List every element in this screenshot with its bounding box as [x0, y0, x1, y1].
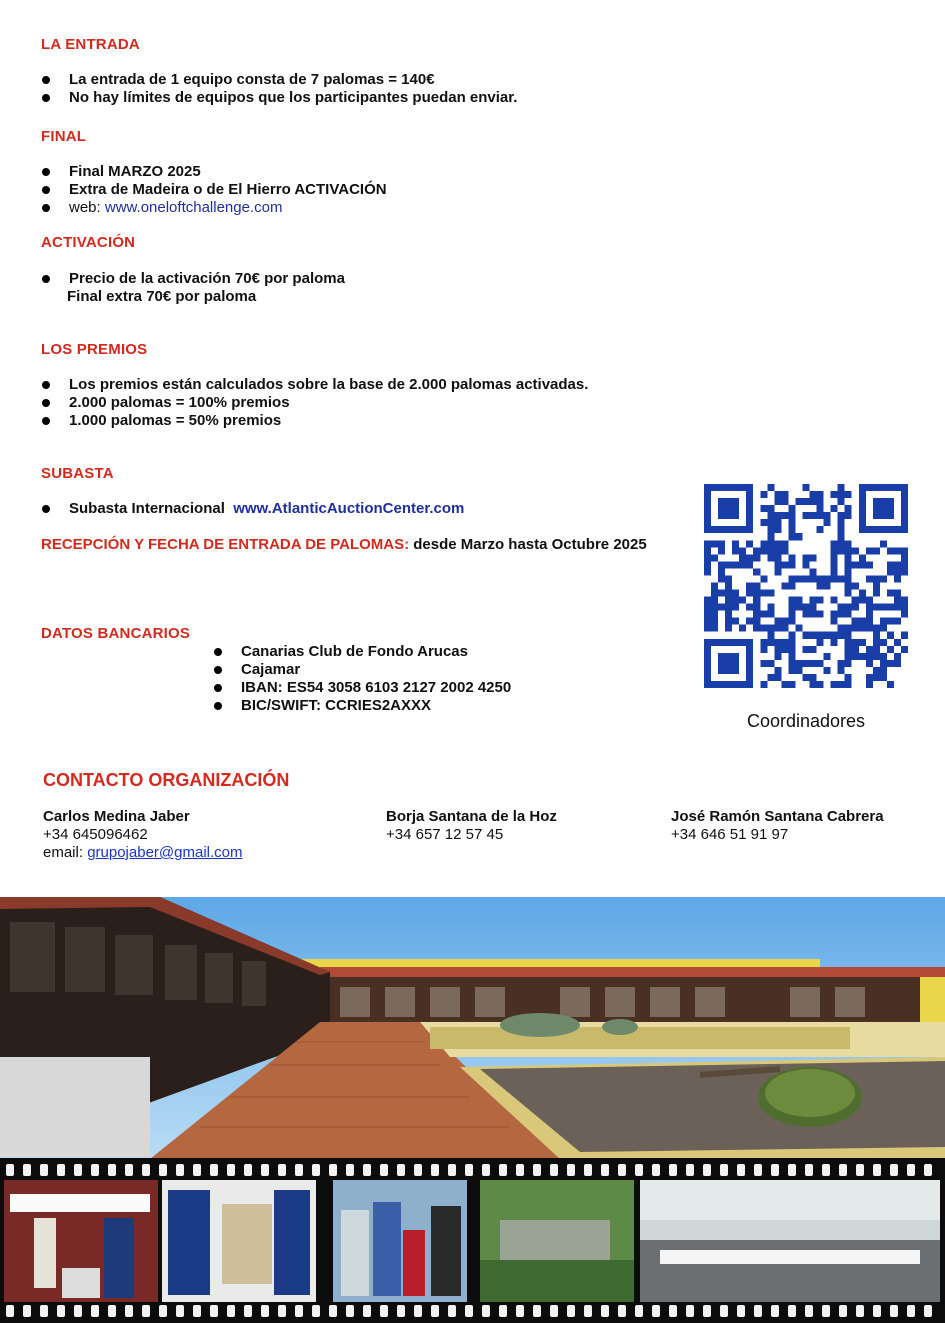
film-hole — [448, 1164, 456, 1176]
film-hole — [74, 1164, 82, 1176]
section-heading-subasta: SUBASTA — [41, 465, 114, 482]
bancarios-list — [213, 643, 511, 715]
film-frame-photo — [333, 1180, 467, 1302]
film-hole — [788, 1305, 796, 1317]
film-frame-photo — [162, 1180, 316, 1302]
recepcion-value: desde Marzo hasta Octubre 2025 — [413, 536, 647, 553]
film-hole — [431, 1164, 439, 1176]
film-hole — [91, 1305, 99, 1317]
list-item: 1.000 palomas = 50% premios — [41, 412, 588, 430]
film-hole — [482, 1164, 490, 1176]
film-hole — [873, 1305, 881, 1317]
list-item: IBAN: ES54 3058 6103 2127 2002 4250 — [213, 679, 511, 697]
film-hole — [142, 1305, 150, 1317]
contact-card — [671, 808, 884, 844]
film-hole — [227, 1305, 235, 1317]
list-item: Los premios están calculados sobre la base de 2.000 palomas activadas. — [41, 376, 588, 394]
film-hole — [550, 1164, 558, 1176]
film-hole — [550, 1305, 558, 1317]
recepcion-label: RECEPCIÓN Y FECHA DE ENTRADA DE PALOMAS: — [41, 536, 410, 553]
film-hole — [40, 1305, 48, 1317]
film-perforation-top — [0, 1164, 945, 1176]
film-hole — [210, 1164, 218, 1176]
film-hole — [397, 1164, 405, 1176]
film-hole — [686, 1164, 694, 1176]
film-hole — [23, 1164, 31, 1176]
list-item: Cajamar — [213, 661, 511, 679]
web-link[interactable]: www.oneloftchallenge.com — [104, 199, 283, 216]
film-hole — [890, 1164, 898, 1176]
film-hole — [856, 1305, 864, 1317]
film-hole — [482, 1305, 490, 1317]
contact-phone: +34 646 51 91 97 — [671, 826, 789, 843]
film-hole — [57, 1164, 65, 1176]
film-hole — [890, 1305, 898, 1317]
film-hole — [278, 1164, 286, 1176]
film-hole — [363, 1164, 371, 1176]
film-hole — [108, 1305, 116, 1317]
final-list — [41, 163, 387, 217]
film-hole — [108, 1164, 116, 1176]
film-hole — [397, 1305, 405, 1317]
film-hole — [618, 1305, 626, 1317]
film-hole — [414, 1305, 422, 1317]
film-hole — [295, 1305, 303, 1317]
film-hole — [652, 1164, 660, 1176]
section-heading-bancarios: DATOS BANCARIOS — [41, 625, 191, 642]
film-hole — [754, 1164, 762, 1176]
list-item: BIC/SWIFT: CCRIES2AXXX — [213, 697, 511, 715]
film-hole — [295, 1164, 303, 1176]
film-hole — [618, 1164, 626, 1176]
film-frame-photo — [480, 1180, 634, 1302]
film-hole — [125, 1164, 133, 1176]
film-hole — [57, 1305, 65, 1317]
film-hole — [601, 1164, 609, 1176]
film-hole — [907, 1305, 915, 1317]
contact-phone: +34 645096462 — [43, 826, 148, 843]
film-hole — [822, 1164, 830, 1176]
film-hole — [261, 1164, 269, 1176]
film-hole — [499, 1305, 507, 1317]
film-hole — [329, 1305, 337, 1317]
subasta-link[interactable]: www.AtlanticAuctionCenter.com — [233, 500, 465, 517]
film-hole — [23, 1305, 31, 1317]
section-heading-contacto: CONTACTO ORGANIZACIÓN — [43, 770, 290, 790]
contact-name: José Ramón Santana Cabrera — [671, 808, 884, 825]
section-heading-entrada: LA ENTRADA — [41, 36, 140, 53]
list-item: Final MARZO 2025 — [41, 163, 387, 181]
film-hole — [516, 1164, 524, 1176]
subasta-label: Subasta Internacional — [69, 500, 225, 517]
film-hole — [567, 1305, 575, 1317]
email-link[interactable]: grupojaber@gmail.com — [87, 844, 243, 861]
section-heading-final: FINAL — [41, 128, 87, 145]
film-hole — [737, 1305, 745, 1317]
list-item: La entrada de 1 equipo consta de 7 palomas = 140€ — [41, 71, 517, 89]
film-hole — [601, 1305, 609, 1317]
film-hole — [873, 1164, 881, 1176]
contact-phone: +34 657 12 57 45 — [386, 826, 504, 843]
film-frame-photo — [640, 1180, 940, 1302]
film-hole — [771, 1164, 779, 1176]
list-item: Extra de Madeira o de El Hierro ACTIVACIÓN — [41, 181, 387, 199]
film-hole — [261, 1305, 269, 1317]
film-hole — [499, 1164, 507, 1176]
film-hole — [74, 1305, 82, 1317]
film-hole — [380, 1164, 388, 1176]
film-hole — [125, 1305, 133, 1317]
film-hole — [210, 1305, 218, 1317]
film-hole — [584, 1164, 592, 1176]
film-hole — [176, 1305, 184, 1317]
film-hole — [40, 1164, 48, 1176]
film-hole — [737, 1164, 745, 1176]
film-hole — [720, 1305, 728, 1317]
film-hole — [822, 1305, 830, 1317]
film-hole — [924, 1164, 932, 1176]
list-item: Canarias Club de Fondo Arucas — [213, 643, 511, 661]
film-hole — [669, 1164, 677, 1176]
film-perforation-bottom — [0, 1305, 945, 1317]
film-hole — [6, 1305, 14, 1317]
film-hole — [584, 1305, 592, 1317]
film-hole — [533, 1305, 541, 1317]
film-hole — [380, 1305, 388, 1317]
film-hole — [193, 1305, 201, 1317]
film-hole — [703, 1305, 711, 1317]
list-item: 2.000 palomas = 100% premios — [41, 394, 588, 412]
film-hole — [227, 1164, 235, 1176]
film-hole — [312, 1164, 320, 1176]
film-hole — [278, 1305, 286, 1317]
list-item-continuation: Final extra 70€ por paloma — [67, 288, 257, 305]
film-hole — [244, 1164, 252, 1176]
film-hole — [720, 1164, 728, 1176]
film-hole — [907, 1164, 915, 1176]
film-hole — [465, 1164, 473, 1176]
film-frame-photo — [4, 1180, 158, 1302]
photo-film-strip — [0, 1158, 945, 1323]
film-hole — [244, 1305, 252, 1317]
film-hole — [176, 1164, 184, 1176]
activacion-list — [41, 270, 345, 306]
film-hole — [839, 1305, 847, 1317]
film-hole — [839, 1164, 847, 1176]
film-hole — [465, 1305, 473, 1317]
film-hole — [91, 1164, 99, 1176]
list-item: Precio de la activación 70€ por paloma — [41, 270, 345, 288]
recepcion-line — [41, 536, 647, 553]
film-hole — [312, 1305, 320, 1317]
film-hole — [805, 1164, 813, 1176]
list-item — [41, 500, 464, 518]
film-hole — [924, 1305, 932, 1317]
courtyard-photo — [0, 897, 945, 1159]
email-label: email: — [43, 844, 84, 861]
film-hole — [159, 1164, 167, 1176]
film-hole — [448, 1305, 456, 1317]
list-item — [41, 199, 387, 217]
film-hole — [635, 1164, 643, 1176]
film-hole — [635, 1305, 643, 1317]
film-hole — [805, 1305, 813, 1317]
contact-email-row — [43, 844, 242, 862]
film-hole — [346, 1164, 354, 1176]
film-hole — [6, 1164, 14, 1176]
film-hole — [669, 1305, 677, 1317]
contact-card — [43, 808, 242, 862]
film-hole — [533, 1164, 541, 1176]
film-hole — [652, 1305, 660, 1317]
film-hole — [516, 1305, 524, 1317]
film-hole — [703, 1164, 711, 1176]
film-hole — [754, 1305, 762, 1317]
qr-code-icon[interactable] — [704, 484, 908, 688]
film-hole — [686, 1305, 694, 1317]
subasta-list — [41, 500, 464, 518]
film-hole — [856, 1164, 864, 1176]
section-heading-activacion: ACTIVACIÓN — [41, 234, 136, 251]
film-hole — [567, 1164, 575, 1176]
contact-name: Borja Santana de la Hoz — [386, 808, 557, 825]
entrada-list — [41, 71, 517, 107]
qr-caption: Coordinadores — [746, 711, 866, 731]
film-hole — [329, 1164, 337, 1176]
film-hole — [346, 1305, 354, 1317]
contact-name: Carlos Medina Jaber — [43, 808, 190, 825]
contact-card — [386, 808, 557, 844]
premios-list — [41, 376, 588, 430]
film-hole — [159, 1305, 167, 1317]
section-heading-premios: LOS PREMIOS — [41, 341, 148, 358]
film-hole — [414, 1164, 422, 1176]
film-hole — [193, 1164, 201, 1176]
film-hole — [363, 1305, 371, 1317]
film-hole — [771, 1305, 779, 1317]
web-label: web: — [69, 199, 101, 216]
list-item: No hay límites de equipos que los participantes puedan enviar. — [41, 89, 517, 107]
film-hole — [431, 1305, 439, 1317]
film-hole — [788, 1164, 796, 1176]
film-hole — [142, 1164, 150, 1176]
